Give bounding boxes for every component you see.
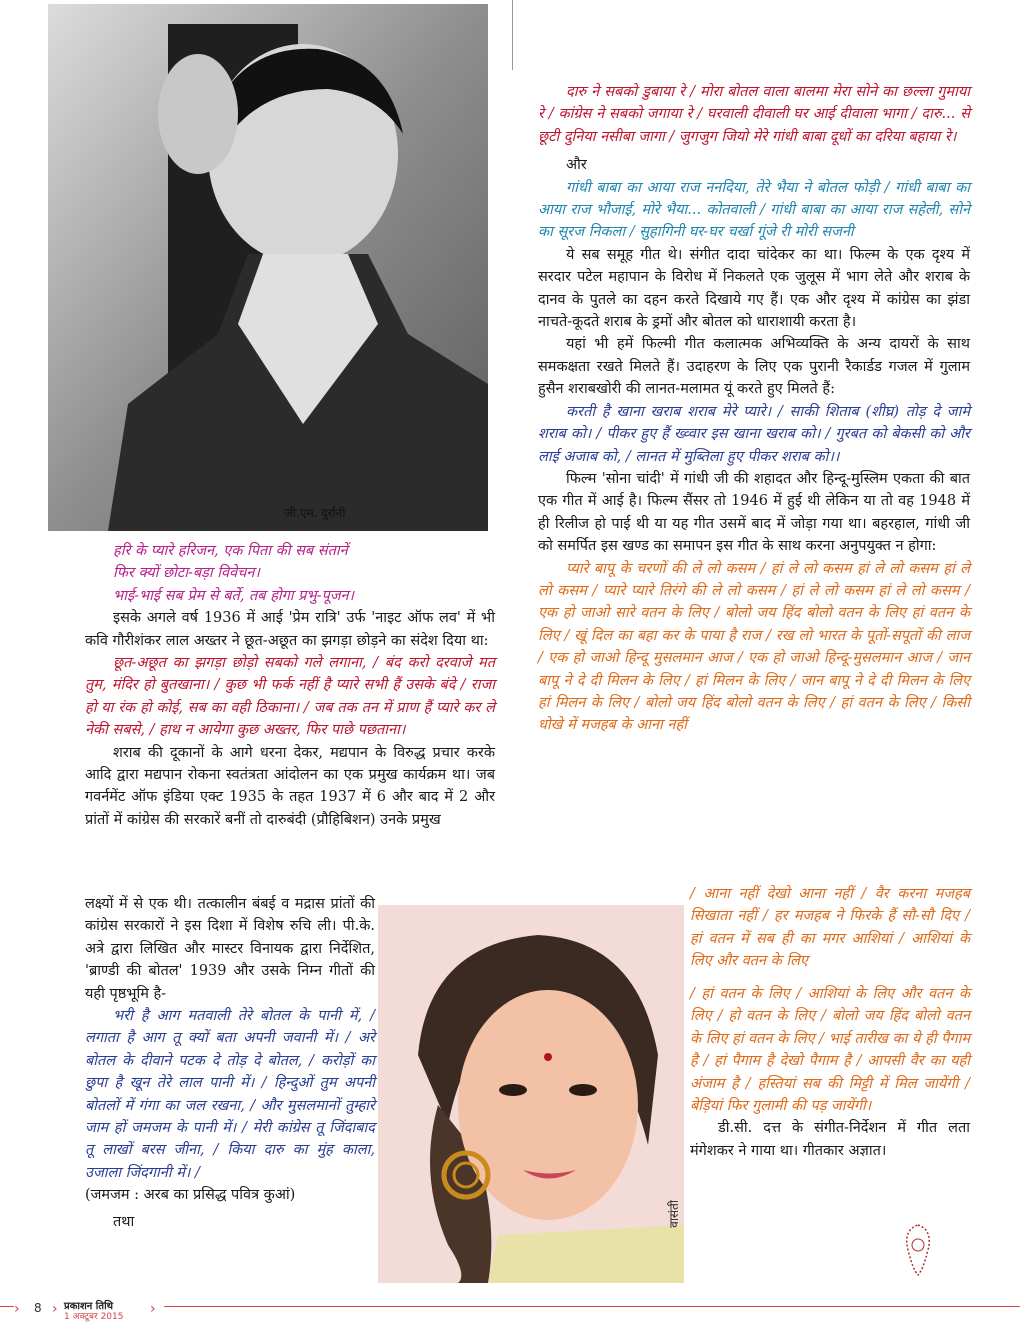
verse-block: दारु ने सबको डुबाया रे / मोरा बोतल वाला बालमा मेरा सोने का छल्ला गुमाया रे / कांग्रेस ने सबको जगाया रे / घरवाली दीवाली घर आई दीवाला भागा / दारु... से छूटी दुनिया नसीबा जागा / जुगजुग जियो मेरे गांधी बाबा दूधों का दरिया बहाया रे। bbox=[538, 84, 970, 145]
paragraph: डी.सी. दत्त के संगीत-निर्देशन में गीत लता मंगेशकर ने गाया था। गीतकार अज्ञात। bbox=[690, 1120, 970, 1159]
right-column-lower bbox=[690, 983, 970, 1162]
photo-caption: वासंती bbox=[667, 1200, 681, 1228]
chevron-right-icon: › bbox=[150, 1301, 156, 1317]
publication-date: 1 अक्टूबर 2015 bbox=[64, 1312, 124, 1322]
paragraph: और bbox=[566, 157, 587, 174]
verse-line: भाई-भाई सब प्रेम से बर्ते, तब होगा प्रभु-पूजन। bbox=[113, 587, 355, 604]
left-column-lower bbox=[85, 893, 375, 1233]
photo-caption: जी.एम. दुर्रानी bbox=[284, 506, 346, 520]
right-column-middle bbox=[690, 883, 970, 973]
footer bbox=[14, 1298, 164, 1322]
photo-gm-durrani bbox=[48, 4, 488, 531]
page-number: 8 bbox=[34, 1301, 42, 1315]
chevron-right-icon: › bbox=[52, 1301, 58, 1317]
verse-line: फिर क्यों छोटा-बड़ा विवेचन। bbox=[113, 565, 260, 582]
verse-block: छूत-अछूत का झगड़ा छोड़ो सबको गले लगाना, / बंद करो दरवाजे मत तुम, मंदिर हो बुतखाना। / कुछ भी फर्क नहीं है प्यारे सभी हैं उसके बंदे / राजा हो या रंक हो कोई, सब का वही ठिकाना। / जब तक तन में प्राण हैं प्यारे कर ले नेकी सबसे, / हाथ न आयेगा कुछ अख्तर, फिर पाछे पछताना। bbox=[85, 655, 495, 739]
verse-line: हरि के प्यारे हरिजन, एक पिता की सब संतानें bbox=[113, 543, 348, 559]
note: (जमजम : अरब का प्रसिद्ध पवित्र कुआं) bbox=[85, 1187, 296, 1204]
photo-vasanti bbox=[378, 905, 684, 1283]
portrait-illustration bbox=[48, 4, 488, 531]
paragraph: लक्ष्यों में से एक थी। तत्कालीन बंबई व मद्रास प्रांतों की कांग्रेस सरकारों ने इस दिशा में विशेष रुचि ली। पी.के. अत्रे द्वारा लिखित और मास्टर विनायक द्वारा निर्देशित, 'ब्राण्डी की बोतल' 1939 और उसके निम्न गीतों की यही पृष्ठभूमि है- bbox=[85, 896, 375, 1002]
verse-block: प्यारे बापू के चरणों की ले लो कसम / हां ले लो कसम हां ले लो कसम हां ले लो कसम / प्यारे प्यारे तिरंगे की ले लो कसम / हां ले लो कसम हां ले लो कसम / एक हो जाओ सारे वतन के लिए / बोलो जय हिंद बोलो वतन के लिए हां वतन के लिए / खूं दिल का बहा कर के पाया है राज / रख लो भारत के पूतों-सपूतों की लाज / एक हो जाओ हिन्दू मुसलमान आज / एक हो जाओ हिन्दू-मुसलमान आज / जान बापू ने दे दी मिलन के लिए / हां मिलन के लिए / जान बापू ने दे दी मिलन के लिए हां मिलन के लिए / बोलो जय हिंद बोलो वतन के लिए / हां वतन के लिए / किसी धोखे में मजहब के आना नहीं bbox=[538, 560, 970, 734]
right-column-upper bbox=[538, 81, 970, 737]
paragraph: यहां भी हमें फिल्मी गीत कलात्मक अभिव्यक्ति के अन्य दायरों के साथ समकक्षता रखते मिलते हैं। उदाहरण के लिए एक पुरानी रैकार्डड गजल में गुलाम हुसैन शराबखोरी की लानत-मलामत यूं करते हुए मिलते हैं: bbox=[538, 336, 970, 398]
verse-block: / आना नहीं देखो आना नहीं / वैर करना मजहब सिखाता नहीं / हर मजहब ने फिरके हैं सौ-सौ दिए / हां वतन में सब ही का मगर आशियां / आशियां के लिए और वतन के लिए bbox=[690, 886, 970, 970]
publication-label: प्रकाशन तिथि bbox=[64, 1301, 114, 1312]
paragraph: ये सब समूह गीत थे। संगीत दादा चांदेकर का था। फिल्म के एक दृश्य में सरदार पटेल महापान के विरोध में निकलते एक जुलूस में भाग लेते और शराब के दानव के पुतले का दहन करते दिखाये गए हैं। एक और दृश्य में कांग्रेस का झंडा नाचते-कूदते शराब के ड्रमों और बोतल को धाराशायी करता है। bbox=[538, 246, 970, 331]
paragraph: इसके अगले वर्ष 1936 में आई 'प्रेम रात्रि' उर्फ 'नाइट ऑफ लव' में भी कवि गौरीशंकर लाल अख्तर ने छूत-अछूत का झगड़ा छोड़ने का संदेश दिया था: bbox=[85, 610, 495, 649]
column-divider bbox=[512, 0, 513, 70]
paragraph: तथा bbox=[113, 1213, 135, 1230]
verse-block: भरी है आग मतवाली तेरे बोतल के पानी में, / लगाता है आग तू क्यों बता अपनी जवानी में। / अरे बोतल के दीवाने पटक दे तोड़ दे बोतल, / करोड़ों का छुपा है खून तेरे लाल पानी में। / हिन्दुओं तुम अपनी बोतलों में गंगा का जल रखना, / और मुसलमानों तुम्हारे जाम हों जमजम के पानी में। / मेरी कांग्रेस तू जिंदाबाद तू लाखों बरस जीना, / किया दारु का मुंह काला, उजाला जिंदगानी में। / bbox=[85, 1008, 375, 1181]
paragraph: फिल्म 'सोना चांदी' में गांधी जी की शहादत और हिन्दू-मुस्लिम एकता की बात एक गीत में आई है। फिल्म सैंसर तो 1946 में हुई थी लेकिन या तो वह 1948 में ही रिलीज हो पाई थी या यह गीत उसमें बाद में जोड़ा गया था। बहरहाल, गांधी जी को समर्पित इस खण्ड का समापन इस गीत के साथ करना अनुपयुक्त न होगा: bbox=[538, 470, 970, 555]
paragraph: शराब की दूकानों के आगे धरना देकर, मद्यपान के विरुद्ध प्रचार करके आदि द्वारा मद्यपान रोकना स्वतंत्रता आंदोलन का एक प्रमुख कार्यक्रम था। जब गवर्नमेंट ऑफ इंडिया एक्ट 1935 के तहत 1937 में 6 और बाद में 2 और प्रांतों में कांग्रेस की सरकारें बनीं तो दारुबंदी (प्रौहिबिशन) उनके प्रमुख bbox=[85, 744, 495, 828]
left-column-upper bbox=[85, 540, 495, 831]
verse-block: / हां वतन के लिए / आशियां के लिए और वतन के लिए / हो वतन के लिए / बोलो जय हिंद बोलो वतन के लिए हां वतन के लिए / भाई तारीख का ये ही पैगाम है / हां पैगाम है देखो पैगाम है / आपसी वैर का यही अंजाम है / हस्तियां सब की मिट्टी में मिल जायेंगी / बेड़ियां फिर गुलामी की पड़ जायेंगी। bbox=[690, 986, 970, 1115]
portrait-illustration bbox=[378, 905, 684, 1283]
chevron-right-icon: › bbox=[14, 1301, 20, 1317]
verse-block: गांधी बाबा का आया राज ननदिया, तेरे भैया ने बोतल फोड़ी / गांधी बाबा का आया राज भौजाई, मोरे भैया... कोतवाली / गांधी बाबा का आया राज सहेली, सोने का सूरज निकला / सुहागिनी घर-घर चर्खा गूंजे री मोरी सजनी bbox=[538, 179, 970, 241]
decorative-motif-icon bbox=[898, 1220, 938, 1280]
verse-block: करती है खाना खराब शराब मेरे प्यारे। / साकी शिताब (शीघ्र) तोड़ दे जामे शराब को। / पीकर हुए हैं ख्व्वार इस खाना खराब को। / गुरबत को बेकसी को और लाई अजाब को, / लानत में मुब्तिला हुए पीकर शराब को।। bbox=[538, 403, 970, 465]
